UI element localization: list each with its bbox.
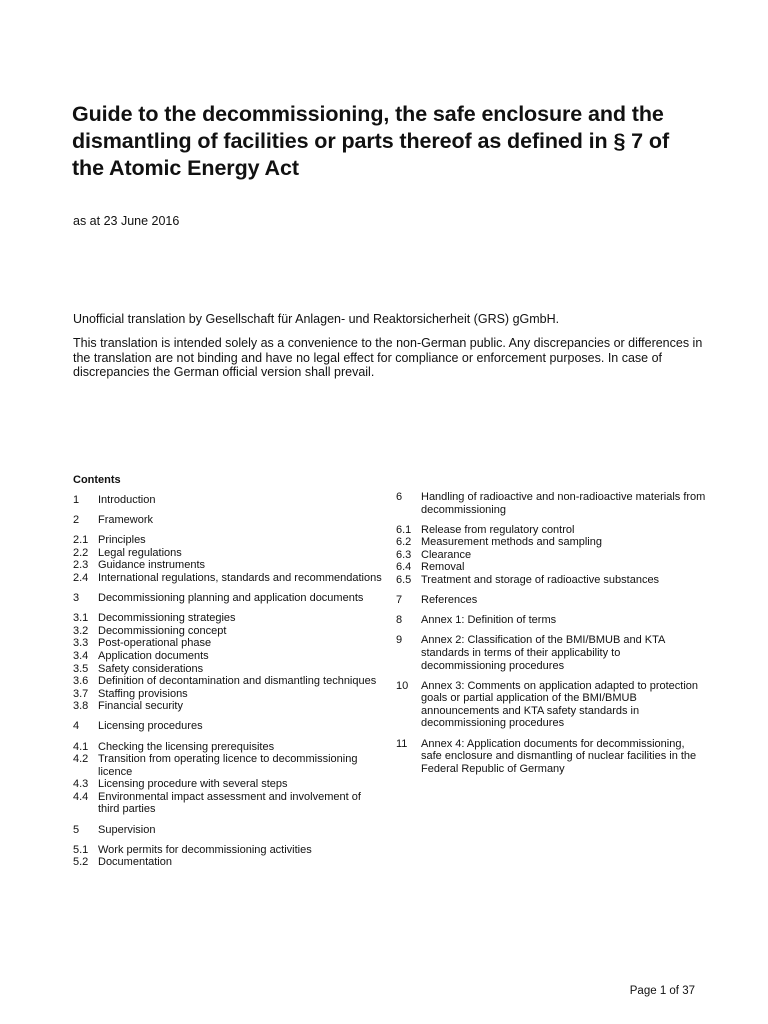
toc-entry	[73, 791, 383, 816]
toc-entry-number: 3.7	[73, 687, 89, 700]
toc-entry	[73, 675, 383, 688]
toc-entry-label: Clearance	[421, 548, 472, 561]
toc-entry-label: Licensing procedure with several steps	[98, 778, 288, 791]
toc-entry-label: Measurement methods and sampling	[421, 536, 602, 549]
toc-entry-label: Handling of radioactive and non-radioactive materials from decommissioning	[421, 491, 706, 516]
toc-entry-number: 5.1	[73, 843, 89, 856]
toc-entry-number: 6	[396, 491, 403, 503]
toc-entry	[73, 688, 383, 701]
toc-entry-number: 3.3	[73, 637, 89, 650]
toc-entry-label: Staffing provisions	[98, 687, 188, 700]
translation-note: Unofficial translation by Gesellschaft für Anlagen- und Reaktorsicherheit (GRS) gGmbH.	[73, 312, 560, 326]
toc-entry	[73, 720, 383, 733]
toc-entry	[73, 547, 383, 560]
toc-entry-number: 3.6	[73, 675, 89, 688]
toc-entry	[73, 663, 383, 676]
toc-entry-number: 2.1	[73, 534, 89, 547]
toc-entry-label: Decommissioning strategies	[98, 612, 236, 625]
toc-entry-number: 6.2	[396, 536, 412, 549]
toc-entry	[73, 494, 383, 507]
toc-entry	[73, 856, 383, 869]
contents-heading: Contents	[73, 474, 121, 486]
toc-entry-number: 3.5	[73, 662, 89, 675]
toc-right-column	[396, 491, 706, 775]
toc-entry-label: Decommissioning concept	[98, 624, 227, 637]
toc-entry-number: 3.4	[73, 649, 89, 662]
toc-entry-number: 2.2	[73, 546, 89, 559]
toc-entry-label: Introduction	[98, 494, 156, 506]
toc-entry-number: 8	[396, 614, 403, 627]
toc-entry	[396, 561, 706, 574]
toc-entry-label: Definition of decontamination and dismantling techniques	[98, 675, 377, 688]
toc-entry-label: Guidance instruments	[98, 559, 205, 572]
document-title: Guide to the decommissioning, the safe enclosure and the dismantling of facilities or parts thereof as defined in § 7 of the Atomic Energy Act	[72, 102, 670, 180]
toc-entry	[73, 650, 383, 663]
toc-entry	[73, 700, 383, 713]
page-number: Page 1 of 37	[629, 985, 695, 997]
toc-entry-label: Decommissioning planning and application documents	[98, 592, 364, 605]
toc-entry	[396, 738, 706, 776]
toc-entry-number: 4.3	[73, 778, 89, 791]
toc-entry-label: Post-operational phase	[98, 637, 212, 650]
toc-entry	[73, 612, 383, 625]
toc-entry	[73, 637, 383, 650]
toc-entry	[73, 625, 383, 638]
toc-entry-label: Application documents	[98, 649, 209, 662]
toc-entry	[73, 844, 383, 857]
toc-entry-label: Safety considerations	[98, 662, 204, 675]
toc-entry	[73, 778, 383, 791]
toc-entry-label: References	[421, 594, 478, 607]
toc-entry	[396, 594, 706, 607]
toc-entry-number: 6.4	[396, 561, 412, 574]
toc-entry	[396, 574, 706, 587]
toc-entry-label: Treatment and storage of radioactive substances	[421, 574, 660, 587]
toc-entry-number: 4.2	[73, 753, 89, 766]
toc-entry	[396, 680, 706, 730]
toc-entry-label: Supervision	[98, 823, 156, 836]
toc-entry	[73, 559, 383, 572]
toc-entry-number: 7	[396, 594, 403, 607]
toc-entry	[73, 753, 383, 778]
disclaimer-paragraph: This translation is intended solely as a convenience to the non-German public. Any discrepancies or differences in the translation are not binding and have no legal effect for compliance or enforcement purposes. In case of discrepancies the German official version shall prevail.	[73, 336, 703, 379]
toc-entry-label: Licensing procedures	[98, 720, 203, 733]
toc-entry-number: 2	[73, 514, 80, 527]
toc-entry	[396, 491, 706, 516]
toc-entry-label: Release from regulatory control	[421, 523, 575, 536]
toc-entry-number: 5.2	[73, 856, 89, 869]
toc-entry	[396, 549, 706, 562]
toc-entry-label: Work permits for decommissioning activities	[98, 843, 312, 856]
toc-entry	[73, 572, 383, 585]
toc-entry	[73, 741, 383, 754]
toc-entry-number: 2.4	[73, 571, 89, 584]
toc-entry-label: Transition from operating licence to decommissioning licence	[98, 753, 358, 778]
document-date: as at 23 June 2016	[73, 214, 180, 228]
toc-entry	[73, 824, 383, 837]
toc-entry-number: 6.3	[396, 548, 412, 561]
toc-entry-number: 1	[73, 494, 80, 506]
toc-entry-label: Documentation	[98, 856, 172, 869]
toc-entry-label: Legal regulations	[98, 546, 182, 559]
toc-entry	[73, 514, 383, 527]
toc-entry-number: 10	[396, 679, 409, 692]
toc-entry-label: Annex 1: Definition of terms	[421, 614, 557, 627]
toc-entry-number: 3	[73, 592, 80, 605]
toc-entry	[396, 524, 706, 537]
toc-entry-number: 3.8	[73, 700, 89, 713]
toc-entry	[396, 634, 706, 672]
toc-entry-number: 3.2	[73, 624, 89, 637]
toc-entry-label: Checking the licensing prerequisites	[98, 740, 275, 753]
toc-entry-label: Environmental impact assessment and involvement of third parties	[98, 790, 361, 816]
toc-entry-number: 9	[396, 634, 403, 647]
toc-entry-number: 11	[396, 737, 408, 750]
toc-entry-number: 4.4	[73, 790, 89, 803]
toc-entry-label: Annex 3: Comments on application adapted to protection goals or partial application of the BMI/BMUB announcements and KTA safety standards in decommissioning procedures	[421, 679, 699, 730]
toc-entry-number: 4.1	[73, 740, 89, 753]
toc-entry-label: Annex 4: Application documents for decommissioning, safe enclosure and dismantling of nuclear facilities in the Federal Republic of Germany	[421, 737, 697, 775]
toc-entry	[73, 592, 383, 605]
toc-entry-number: 4	[73, 720, 80, 733]
toc-entry-number: 6.1	[396, 523, 412, 536]
toc-entry-label: Framework	[98, 514, 154, 527]
toc-entry	[396, 536, 706, 549]
toc-entry-label: Annex 2: Classification of the BMI/BMUB and KTA standards in terms of their applicability to decommissioning procedures	[421, 634, 665, 672]
toc-entry-number: 5	[73, 823, 80, 836]
toc-entry-label: Financial security	[98, 700, 183, 713]
toc-entry-label: Removal	[421, 561, 465, 574]
toc-entry-number: 6.5	[396, 574, 412, 587]
toc-left-column	[73, 494, 383, 869]
toc-entry-label: International regulations, standards and recommendations	[98, 571, 382, 584]
toc-entry-label: Principles	[98, 534, 146, 547]
toc-entry-number: 2.3	[73, 559, 89, 572]
toc-entry	[396, 614, 706, 627]
toc-entry-number: 3.1	[73, 612, 89, 625]
toc-entry	[73, 534, 383, 547]
